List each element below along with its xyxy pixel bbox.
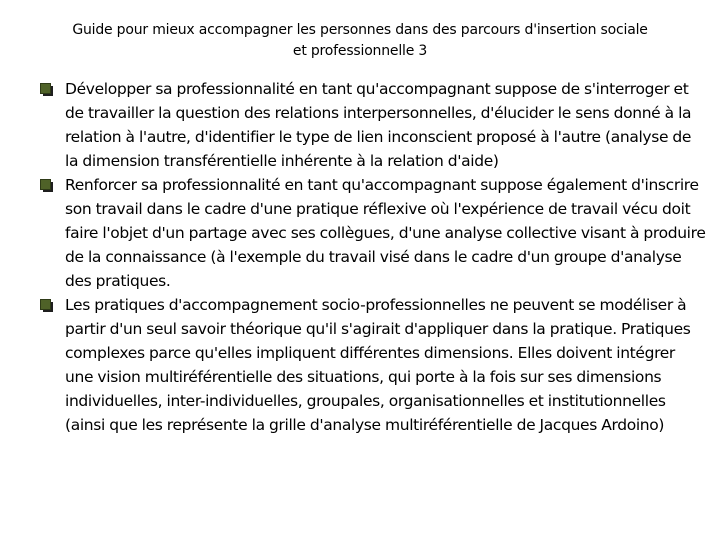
bullet-item-1	[40, 77, 706, 173]
bullet-item-3	[40, 293, 706, 437]
checkbox-bullet-icon	[40, 179, 53, 192]
bullet-list	[40, 77, 706, 437]
bullet-text-3: Les pratiques d'accompagnement socio-professionnelles ne peuvent se modéliser à partir d'un seul savoir théorique qu'il s'agirait d'appliquer dans la pratique. Pratiques complexes parce qu'elles impliquent différentes dimensions. Elles doivent intégrer une vision multiréférentielle des situations, qui porte à la fois sur ses dimensions individuelles, inter-individuelles, groupales, organisationnelles et institutionnelles (ainsi que les représente la grille d'analyse multiréférentielle de Jacques Ardoino)	[65, 296, 691, 434]
checkbox-bullet-icon	[40, 299, 53, 312]
title-line-2: et professionnelle 3	[292, 43, 428, 59]
title-line-1: Guide pour mieux accompagner les personnes dans des parcours d'insertion sociale	[72, 22, 648, 38]
page-title	[30, 20, 690, 62]
bullet-text-1: Développer sa professionnalité en tant qu'accompagnant suppose de s'interroger et de travailler la question des relations interpersonnelles, d'élucider le sens donné à la relation à l'autre, d'identifier le type de lien inconscient proposé à l'autre (analyse de la dimension transférentielle inhérente à la relation d'aide)	[65, 80, 692, 170]
bullet-item-2	[40, 173, 706, 293]
bullet-text-2: Renforcer sa professionnalité en tant qu'accompagnant suppose également d'inscrire son travail dans le cadre d'une pratique réflexive où l'expérience de travail vécu doit faire l'objet d'un partage avec ses collègues, d'une analyse collective visant à produire de la connaissance (à l'exemple du travail visé dans le cadre d'un groupe d'analyse des pratiques.	[65, 176, 706, 290]
checkbox-bullet-icon	[40, 83, 53, 96]
